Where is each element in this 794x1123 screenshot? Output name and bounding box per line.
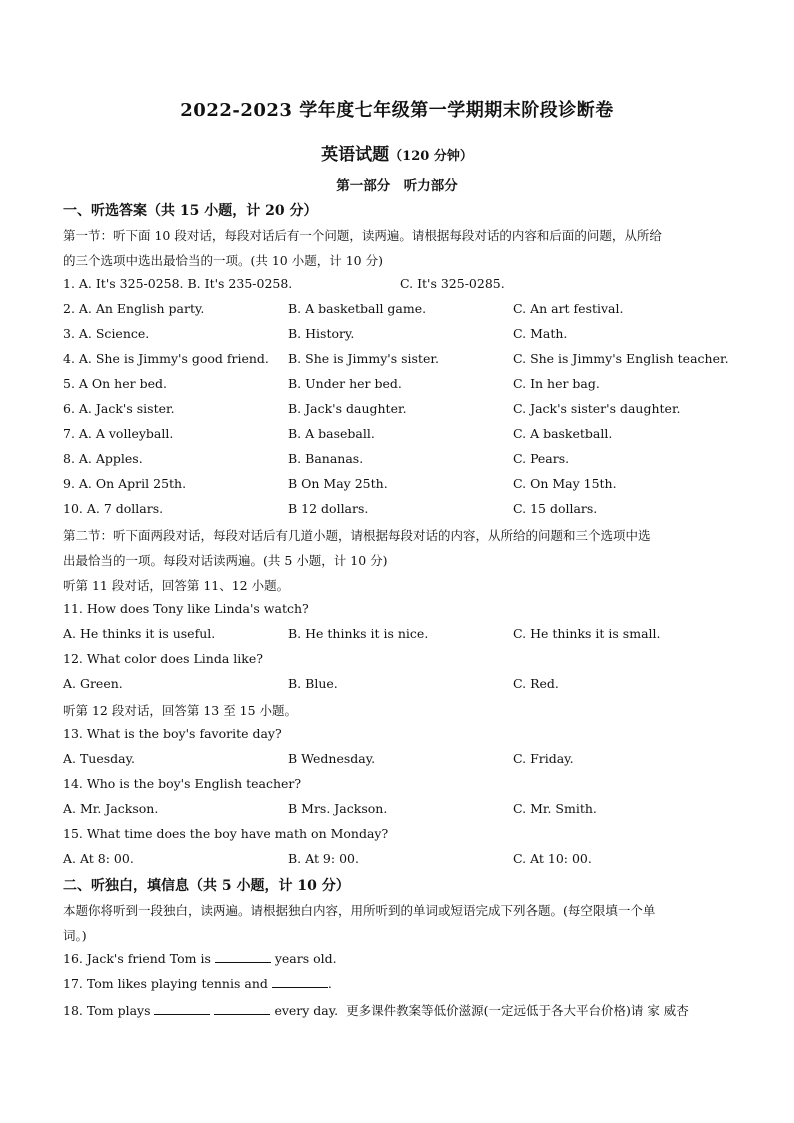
q2-option-c: C. An art festival.	[513, 301, 624, 316]
q12-option-a: A. Green.	[63, 676, 123, 691]
q13-option-b: B Wednesday.	[288, 751, 376, 766]
q10-option-c: C. 15 dollars.	[513, 501, 598, 516]
q13-option-c: C. Friday.	[513, 751, 574, 766]
q17-text-before: 17. Tom likes playing tennis and	[63, 976, 272, 991]
q13-option-a: A. Tuesday.	[63, 751, 136, 766]
q15-option-b: B. At 9: 00.	[288, 851, 359, 866]
q9-option-b: B On May 25th.	[288, 476, 388, 491]
q8-option-c: C. Pears.	[513, 451, 570, 466]
q12-option-c: C. Red.	[513, 676, 559, 691]
q16	[63, 951, 337, 966]
section1-part2-instruction-line1: 第二节：听下面两段对话，每段对话后有几道小题，请根据每段对话的内容，从所给的问题和三个选项中选	[63, 528, 651, 543]
q18	[63, 1001, 689, 1019]
q15-option-c: C. At 10: 00.	[513, 851, 592, 866]
q4-option-a: 4. A. She is Jimmy's good friend.	[63, 351, 269, 366]
q17	[63, 976, 332, 991]
q12-stem: 12. What color does Linda like?	[63, 651, 263, 666]
q9-option-a: 9. A. On April 25th.	[63, 476, 187, 491]
q4-option-b: B. She is Jimmy's sister.	[288, 351, 439, 366]
section2-heading: 二、听独白，填信息（共 5 小题，计 10 分）	[63, 878, 350, 894]
q11-stem: 11. How does Tony like Linda's watch?	[63, 601, 309, 616]
q8-option-b: B. Bananas.	[288, 451, 364, 466]
q16-answer-blank[interactable]	[215, 951, 271, 963]
part-title: 第一部分 听力部分	[336, 178, 458, 194]
q8-option-a: 8. A. Apples.	[63, 451, 143, 466]
q12-option-b: B. Blue.	[288, 676, 338, 691]
q5-option-c: C. In her bag.	[513, 376, 600, 391]
q11-option-a: A. He thinks it is useful.	[63, 626, 216, 641]
q5-option-b: B. Under her bed.	[288, 376, 402, 391]
q17-answer-blank[interactable]	[272, 976, 328, 988]
q18-answer-blank-2[interactable]	[214, 1003, 270, 1015]
q6-option-b: B. Jack's daughter.	[288, 401, 407, 416]
q5-option-a: 5. A On her bed.	[63, 376, 167, 391]
section1-part2-instruction-line2: 出最恰当的一项。每段对话读两遍。(共 5 小题，计 10 分)	[63, 553, 388, 568]
exam-title: 2022-2023 学年度七年级第一学期期末阶段诊断卷	[180, 100, 614, 121]
q7-option-b: B. A baseball.	[288, 426, 375, 441]
section1-part1-instruction-line1: 第一节：听下面 10 段对话，每段对话后有一个问题，读两遍。请根据每段对话的内容和后面的问题，从所给	[63, 228, 662, 243]
q11-option-c: C. He thinks it is small.	[513, 626, 661, 641]
q6-option-a: 6. A. Jack's sister.	[63, 401, 175, 416]
q18-answer-blank-1[interactable]	[154, 1003, 210, 1015]
dialog12-instruction: 听第 12 段对话，回答第 13 至 15 小题。	[63, 703, 298, 718]
q3-option-c: C. Math.	[513, 326, 568, 341]
dialog11-instruction: 听第 11 段对话，回答第 11、12 小题。	[63, 578, 290, 593]
q4-option-c: C. She is Jimmy's English teacher.	[513, 351, 729, 366]
q14-option-a: A. Mr. Jackson.	[63, 801, 159, 816]
subject-name: 英语试题	[321, 145, 390, 165]
exam-duration: （120 分钟）	[389, 149, 473, 164]
q10-option-a: 10. A. 7 dollars.	[63, 501, 164, 516]
q10-option-b: B 12 dollars.	[288, 501, 369, 516]
q18-text-before: 18. Tom plays	[63, 1003, 155, 1018]
q18-text-after: every day.	[270, 1003, 339, 1018]
q15-option-a: A. At 8: 00.	[63, 851, 134, 866]
q7-option-c: C. A basketball.	[513, 426, 613, 441]
q7-option-a: 7. A. A volleyball.	[63, 426, 174, 441]
section1-part1-instruction-line2: 的三个选项中选出最恰当的一项。(共 10 小题，计 10 分)	[63, 253, 383, 268]
subject-title	[0, 140, 794, 165]
q15-stem: 15. What time does the boy have math on Monday?	[63, 826, 389, 841]
q13-stem: 13. What is the boy's favorite day?	[63, 726, 282, 741]
section1-heading: 一、听选答案（共 15 小题，计 20 分）	[63, 203, 318, 219]
resource-note: 更多课件教案等低价滋源(一定远低于各大平台价格)请 家 威杏	[346, 1003, 689, 1018]
q14-stem: 14. Who is the boy's English teacher?	[63, 776, 302, 791]
q16-text-before: 16. Jack's friend Tom is	[63, 951, 215, 966]
section2-instruction-line1: 本题你将听到一段独白，读两遍。请根据独白内容，用所听到的单词或短语完成下列各题。(每空限填一个单	[63, 903, 656, 918]
q2-option-b: B. A basketball game.	[288, 301, 427, 316]
q16-text-after: years old.	[270, 951, 337, 966]
q3-option-b: B. History.	[288, 326, 355, 341]
section2-instruction-line2: 词。)	[63, 928, 87, 943]
q3-option-a: 3. A. Science.	[63, 326, 150, 341]
q1-options-ab: 1. A. It's 325-0258. B. It's 235-0258.	[63, 276, 293, 291]
q14-option-c: C. Mr. Smith.	[513, 801, 597, 816]
q17-text-after: .	[327, 976, 332, 991]
q2-option-a: 2. A. An English party.	[63, 301, 205, 316]
q6-option-c: C. Jack's sister's daughter.	[513, 401, 681, 416]
q11-option-b: B. He thinks it is nice.	[288, 626, 429, 641]
q9-option-c: C. On May 15th.	[513, 476, 617, 491]
q1-option-c: C. It's 325-0285.	[400, 276, 505, 291]
q14-option-b: B Mrs. Jackson.	[288, 801, 388, 816]
